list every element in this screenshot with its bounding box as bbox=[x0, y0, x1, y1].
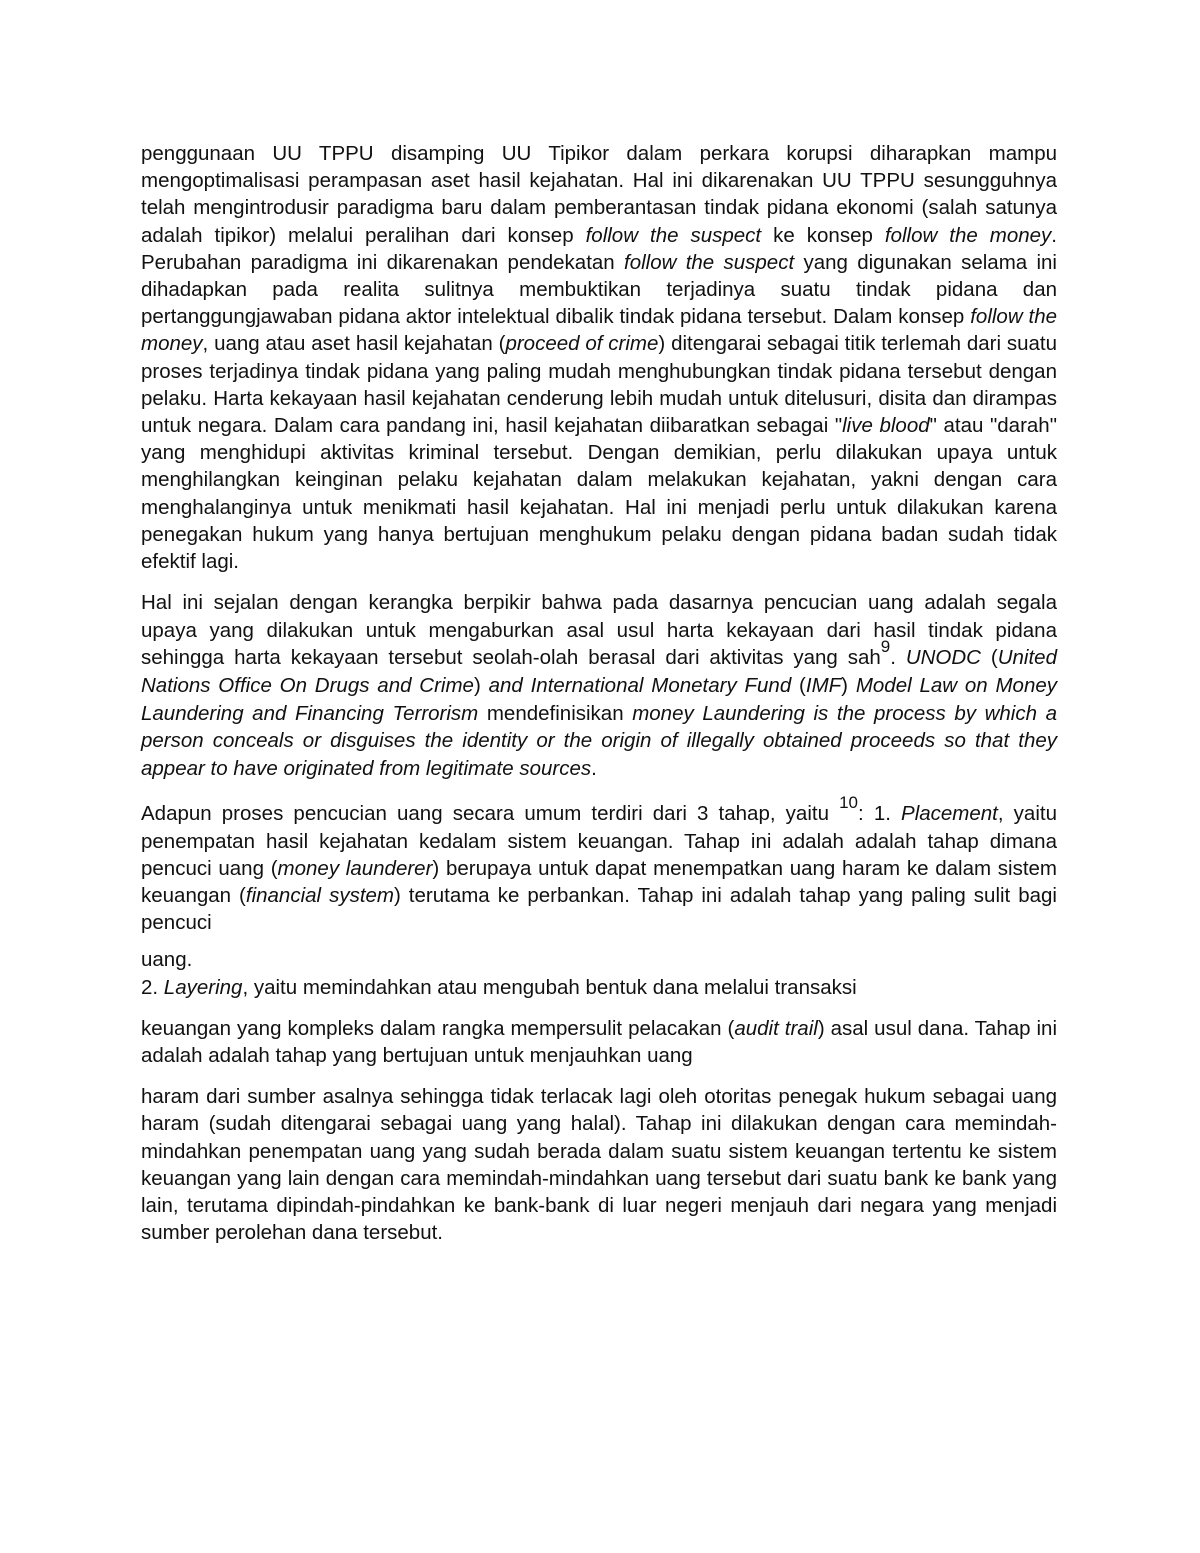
italic-term: Layering bbox=[163, 975, 243, 999]
text-run: ) berupaya untuk dapat menempatkan uang haram ke dalam sistem keuangan ( bbox=[141, 856, 1058, 908]
italic-term: follow the suspect bbox=[585, 223, 762, 247]
italic-term: live blood bbox=[842, 414, 930, 438]
italic-term: follow the money bbox=[141, 305, 1058, 356]
list-number: 2. bbox=[141, 975, 164, 999]
footnote-marker: 10 bbox=[839, 793, 858, 813]
text-run: ) bbox=[473, 674, 489, 698]
text-run: Adapun proses pencucian uang secara umum terdiri dari 3 tahap, yaitu bbox=[141, 802, 840, 826]
italic-term: and International Monetary Fund bbox=[488, 674, 792, 698]
italic-quote: money Laundering is the process by which a person conceals or disguises the identity or the origin of illegally obtained proceeds so that they appear to have originated from legitimate sources bbox=[141, 701, 1057, 780]
text-run: ) asal usul dana. Tahap ini adalah adalah tahap yang bertujuan untuk menjauhkan uang bbox=[141, 1016, 1058, 1068]
text-run: yang digunakan selama ini dihadapkan pada realita sulitnya membuktikan terjadinya suatu tindak pidana dan pertanggungjawaban pidana aktor intelektual dibalik tindak pidana tersebut. Dalam konsep bbox=[141, 250, 1057, 329]
italic-term: audit trail bbox=[734, 1016, 818, 1040]
italic-term: follow the money bbox=[884, 223, 1052, 247]
text-run: ) ditengarai sebagai titik terlemah dari suatu proses terjadinya tindak pidana yang paling mudah menghubungkan tindak pidana tersebut dengan pelaku. Harta kekayaan hasil kejahatan cenderung lebih mudah untuk ditelusuri, disita dan dirampas untuk negara. Dalam cara pandang ini, hasil kejahatan diibaratkan sebagai " bbox=[141, 332, 1057, 438]
text-run: Hal ini sejalan dengan kerangka berpikir bahwa pada dasarnya pencucian uang adalah segala upaya yang dilakukan untuk mengaburkan asal usul harta kekayaan dari hasil tindak pidana sehingga harta kekayaan tersebut seolah-olah berasal dari aktivitas yang sah bbox=[141, 591, 1057, 670]
text-run: , yaitu memindahkan atau mengubah bentuk dana melalui transaksi bbox=[242, 975, 857, 999]
paragraph-layering-cont bbox=[141, 1015, 1057, 1069]
text-run: . Perubahan paradigma ini dikarenakan pendekatan bbox=[141, 223, 1057, 274]
text-run: mendefinisikan bbox=[478, 701, 633, 725]
text-run: penggunaan UU TPPU disamping UU Tipikor dalam perkara korupsi diharapkan mampu mengoptimalisasi perampasan aset hasil kejahatan. Hal ini dikarenakan UU TPPU sesungguhnya telah mengintrodusir paradigma baru dalam pemberantasan tindak pidana ekonomi (salah satunya adalah tipikor) melalui peralihan dari konsep bbox=[141, 142, 1057, 247]
text-run: . bbox=[591, 756, 597, 780]
italic-term: UNODC bbox=[905, 646, 981, 670]
text-run: , yaitu penempatan hasil kejahatan kedalam sistem keuangan. Tahap ini adalah adalah tahap dimana pencuci uang ( bbox=[141, 802, 1057, 880]
paragraph-stages-intro bbox=[141, 793, 1058, 936]
footnote-marker: 9 bbox=[880, 637, 891, 657]
italic-term: Model Law on Money Laundering and Financing Terrorism bbox=[141, 674, 1057, 725]
paragraph-definition bbox=[141, 589, 1057, 782]
text-run: haram dari sumber asalnya sehingga tidak terlacak lagi oleh otoritas penegak hukum sebagai uang haram (sudah ditengarai sebagai uang yang halal). Tahap ini dilakukan dengan cara memindah-mindahkan penempatan uang yang sudah berada dalam suatu sistem keuangan tertentu ke sistem keuangan yang lain dengan cara memindah-mindahkan uang tersebut dari suatu bank ke bank yang lain, terutama dipindah-pindahkan ke bank-bank di luar negeri menjauh dari negara yang menjadi sumber perolehan dana tersebut. bbox=[141, 1085, 1057, 1245]
text-run: . bbox=[890, 646, 906, 670]
paragraph-layering-detail bbox=[141, 1083, 1057, 1246]
italic-term: United Nations Office On Drugs and Crime bbox=[141, 646, 1057, 698]
text-run: ( bbox=[981, 646, 998, 670]
italic-term: IMF bbox=[805, 674, 842, 698]
text-run: ke konsep bbox=[761, 223, 885, 247]
italic-term: financial system bbox=[245, 884, 394, 908]
text-run: " atau "darah" yang menghidupi aktivitas kriminal tersebut. Dengan demikian, perlu dilakukan upaya untuk menghilangkan keinginan pelaku kejahatan dalam melakukan kejahatan, yakni dengan cara menghalanginya untuk menikmati hasil kejahatan. Hal ini menjadi perlu untuk dilakukan karena penegakan hukum yang hanya bertujuan menghukum pelaku dengan pidana badan sudah tidak efektif lagi. bbox=[141, 414, 1057, 574]
text-run: ) terutama ke perbankan. Tahap ini adalah tahap yang paling sulit bagi pencuci bbox=[141, 884, 1057, 935]
italic-term: Placement bbox=[901, 802, 998, 826]
text-run: keuangan yang kompleks dalam rangka mempersulit pelacakan ( bbox=[141, 1016, 735, 1040]
text-run: ( bbox=[791, 674, 806, 698]
italic-term: proceed of crime bbox=[505, 332, 659, 356]
text-run: : bbox=[858, 802, 864, 826]
italic-term: follow the suspect bbox=[624, 250, 795, 274]
paragraph-follow-the-money bbox=[141, 140, 1057, 575]
text-run: , uang atau aset hasil kejahatan ( bbox=[202, 332, 506, 356]
document-page bbox=[141, 140, 1057, 1246]
paragraph-layering bbox=[141, 946, 1057, 1000]
text-run: ) bbox=[841, 674, 856, 698]
italic-term: money launderer bbox=[277, 856, 433, 880]
text-run: uang. bbox=[141, 948, 193, 972]
list-number: 1. bbox=[873, 802, 902, 826]
